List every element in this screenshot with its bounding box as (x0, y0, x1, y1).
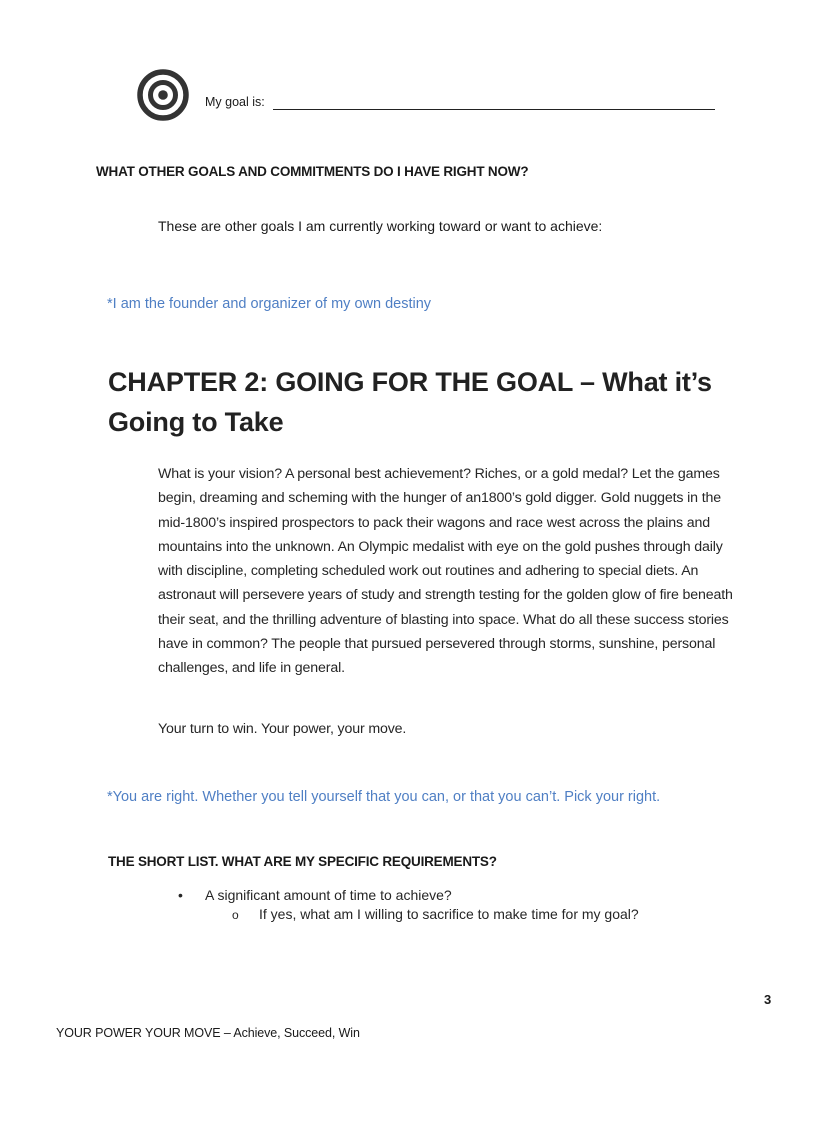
requirements-list (178, 887, 639, 922)
sub-list-item-text: If yes, what am I willing to sacrifice to make time for my goal? (259, 906, 639, 922)
other-goals-heading: WHAT OTHER GOALS AND COMMITMENTS DO I HAVE RIGHT NOW? (96, 164, 529, 179)
destiny-quote: *I am the founder and organizer of my own destiny (107, 296, 432, 312)
goal-label: My goal is: (205, 95, 265, 109)
goal-input-line[interactable] (273, 109, 715, 110)
other-goals-intro: These are other goals I am currently working toward or want to achieve: (158, 218, 603, 234)
page-number: 3 (764, 992, 772, 1007)
short-list-heading: THE SHORT LIST. WHAT ARE MY SPECIFIC REQUIREMENTS? (108, 854, 497, 869)
list-item-text: A significant amount of time to achieve? (205, 887, 452, 903)
list-item (178, 887, 639, 903)
chapter-title: CHAPTER 2: GOING FOR THE GOAL – What it’s Going to Take (108, 367, 712, 437)
sub-list-item (232, 906, 639, 922)
footer-text: YOUR POWER YOUR MOVE – Achieve, Succeed, Win (56, 1026, 360, 1040)
pick-your-right-quote: *You are right. Whether you tell yourself that you can, or that you can’t. Pick your right. (107, 789, 661, 805)
chapter-paragraph-2: Your turn to win. Your power, your move. (158, 721, 407, 737)
sub-bullet-icon: o (232, 908, 239, 922)
target-icon (135, 67, 191, 123)
chapter-paragraph-1: What is your vision? A personal best achievement? Riches, or a gold medal? Let the games begin, dreaming and scheming with the hunger of an1800’s gold digger. Gold nuggets in the mid-1800’s inspired prospectors to pack their wagons and race west across the plains and mountains into the unknown. An Olympic medalist with eye on the gold pushes through daily with discipline, completing scheduled work out routines and adhering to special diets. An astronaut will persevere years of study and strength testing for the golden glow of fire beneath their seat, and the thrilling adventure of blasting into space. What do all these success stories have in common? The people that pursued persevered through storms, sunshine, personal challenges, and life in general. (158, 466, 733, 677)
bullet-icon: • (178, 887, 183, 903)
